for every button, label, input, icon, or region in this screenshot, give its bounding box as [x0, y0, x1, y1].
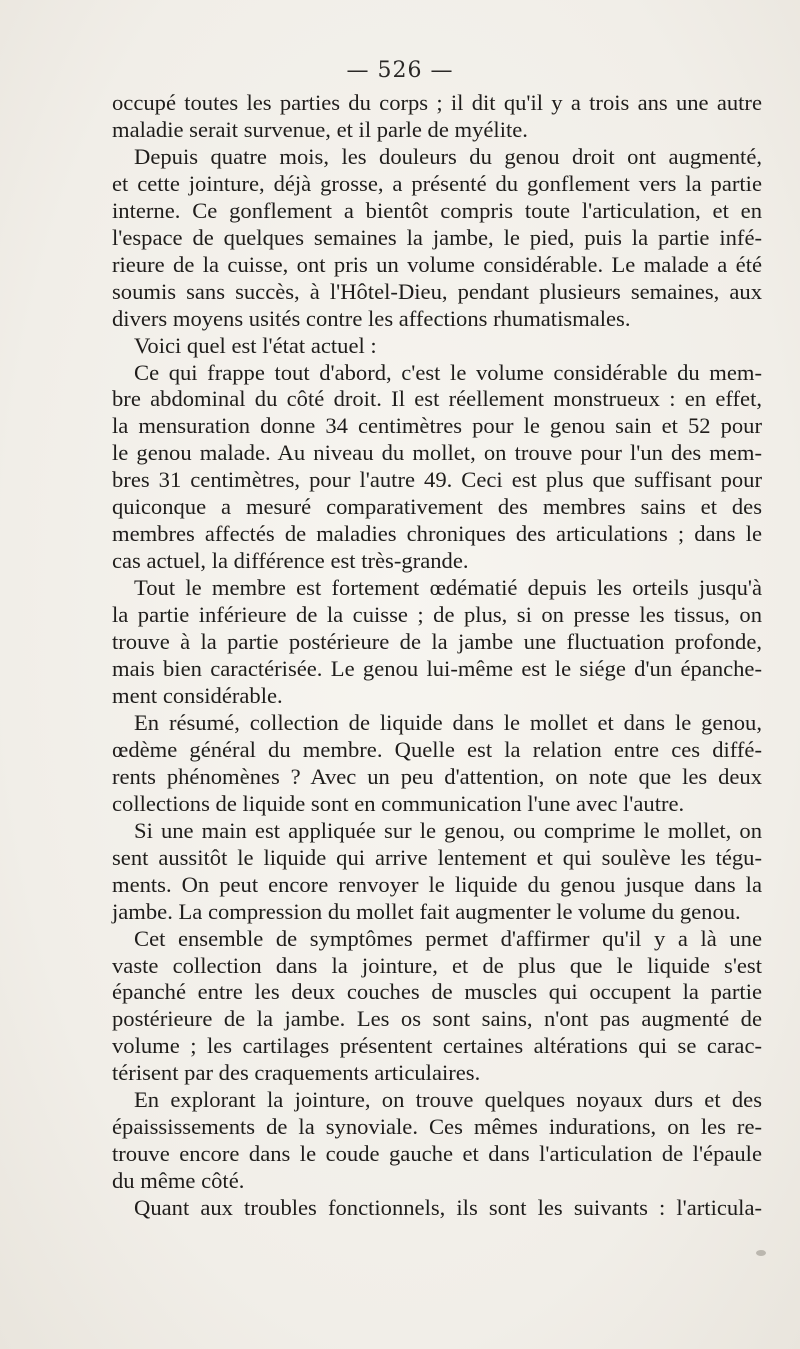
text-line: du même côté.	[112, 1168, 245, 1194]
text-line: épaississements de la synoviale. Ces mêmes indurations, on les re-	[112, 1114, 762, 1140]
text-line: occupé toutes les parties du corps ; il dit qu'il y a trois ans une autre	[112, 90, 762, 115]
text-line: œdème général du membre. Quelle est la relation entre ces diffé-	[112, 736, 762, 762]
text-line: Quant aux troubles fonctionnels, ils sont les suivants : l'articula-	[134, 1195, 762, 1221]
text-line: soumis sans succès, à l'Hôtel-Dieu, pendant plusieurs semaines, aux	[112, 278, 762, 304]
text-line: rents phénomènes ? Avec un peu d'attention, on note que les deux	[112, 763, 762, 789]
page-number: — 526 —	[346, 58, 454, 83]
text-line: Ce qui frappe tout d'abord, c'est le volume considérable du mem-	[134, 359, 762, 385]
text-line: divers moyens usités contre les affections rhumatismales.	[112, 305, 631, 331]
text-line: membres affectés de maladies chroniques des articulations ; dans le	[112, 521, 762, 547]
text-line: bre abdominal du côté droit. Il est réellement monstrueux : en effet,	[112, 386, 762, 412]
text-line: mais bien caractérisée. Le genou lui-même est le siége d'un épanche-	[112, 656, 762, 682]
text-line: volume ; les cartilages présentent certaines altérations qui se carac-	[112, 1033, 762, 1059]
text-line: Cet ensemble de symptômes permet d'affirmer qu'il y a là une	[134, 925, 762, 951]
text-line: et cette jointure, déjà grosse, a présenté du gonflement vers la partie	[112, 170, 762, 196]
text-line: Si une main est appliquée sur le genou, ou comprime le mollet, on	[134, 817, 762, 843]
text-line: épanché entre les deux couches de muscles qui occupent la partie	[112, 979, 762, 1005]
text-line: rieure de la cuisse, ont pris un volume considérable. Le malade a été	[112, 251, 762, 277]
text-line: Voici quel est l'état actuel :	[134, 332, 377, 358]
text-line: sent aussitôt le liquide qui arrive lentement et qui soulève les tégu-	[112, 844, 762, 870]
text-line: l'espace de quelques semaines la jambe, le pied, puis la partie infé-	[112, 224, 762, 250]
text-line: le genou malade. Au niveau du mollet, on trouve pour l'un des mem-	[112, 440, 762, 466]
text-line: térisent par des craquements articulaires.	[112, 1060, 481, 1086]
text-line: bres 31 centimètres, pour l'autre 49. Ceci est plus que suffisant pour	[112, 467, 762, 493]
text-line: trouve encore dans le coude gauche et dans l'articulation de l'épaule	[112, 1141, 762, 1167]
text-line: cas actuel, la différence est très-grande.	[112, 548, 469, 574]
text-line: la partie inférieure de la cuisse ; de plus, si on presse les tissus, on	[112, 602, 762, 628]
text-line: maladie serait survenue, et il parle de myélite.	[112, 116, 528, 142]
text-line: quiconque a mesuré comparativement des membres sains et des	[112, 494, 762, 520]
text-line: la mensuration donne 34 centimètres pour le genou sain et 52 pour	[112, 413, 762, 439]
text-line: Tout le membre est fortement œdématié depuis les orteils jusqu'à	[134, 575, 762, 601]
text-line: En explorant la jointure, on trouve quelques noyaux durs et des	[134, 1087, 762, 1113]
body-text	[112, 90, 762, 1222]
text-line: postérieure de la jambe. Les os sont sains, n'ont pas augmenté de	[112, 1006, 762, 1032]
text-line: trouve à la partie postérieure de la jambe une fluctuation profonde,	[112, 629, 762, 655]
text-line: En résumé, collection de liquide dans le mollet et dans le genou,	[134, 709, 762, 735]
text-line: ments. On peut encore renvoyer le liquide du genou jusque dans la	[112, 871, 762, 897]
text-line: interne. Ce gonflement a bientôt compris toute l'articulation, et en	[112, 197, 762, 223]
text-line: Depuis quatre mois, les douleurs du genou droit ont augmenté,	[134, 143, 762, 169]
text-line: collections de liquide sont en communication l'une avec l'autre.	[112, 790, 685, 816]
text-line: ment considérable.	[112, 682, 283, 708]
paper-speck	[756, 1250, 766, 1256]
text-line: jambe. La compression du mollet fait augmenter le volume du genou.	[112, 898, 741, 924]
text-line: vaste collection dans la jointure, et de plus que le liquide s'est	[112, 952, 762, 978]
